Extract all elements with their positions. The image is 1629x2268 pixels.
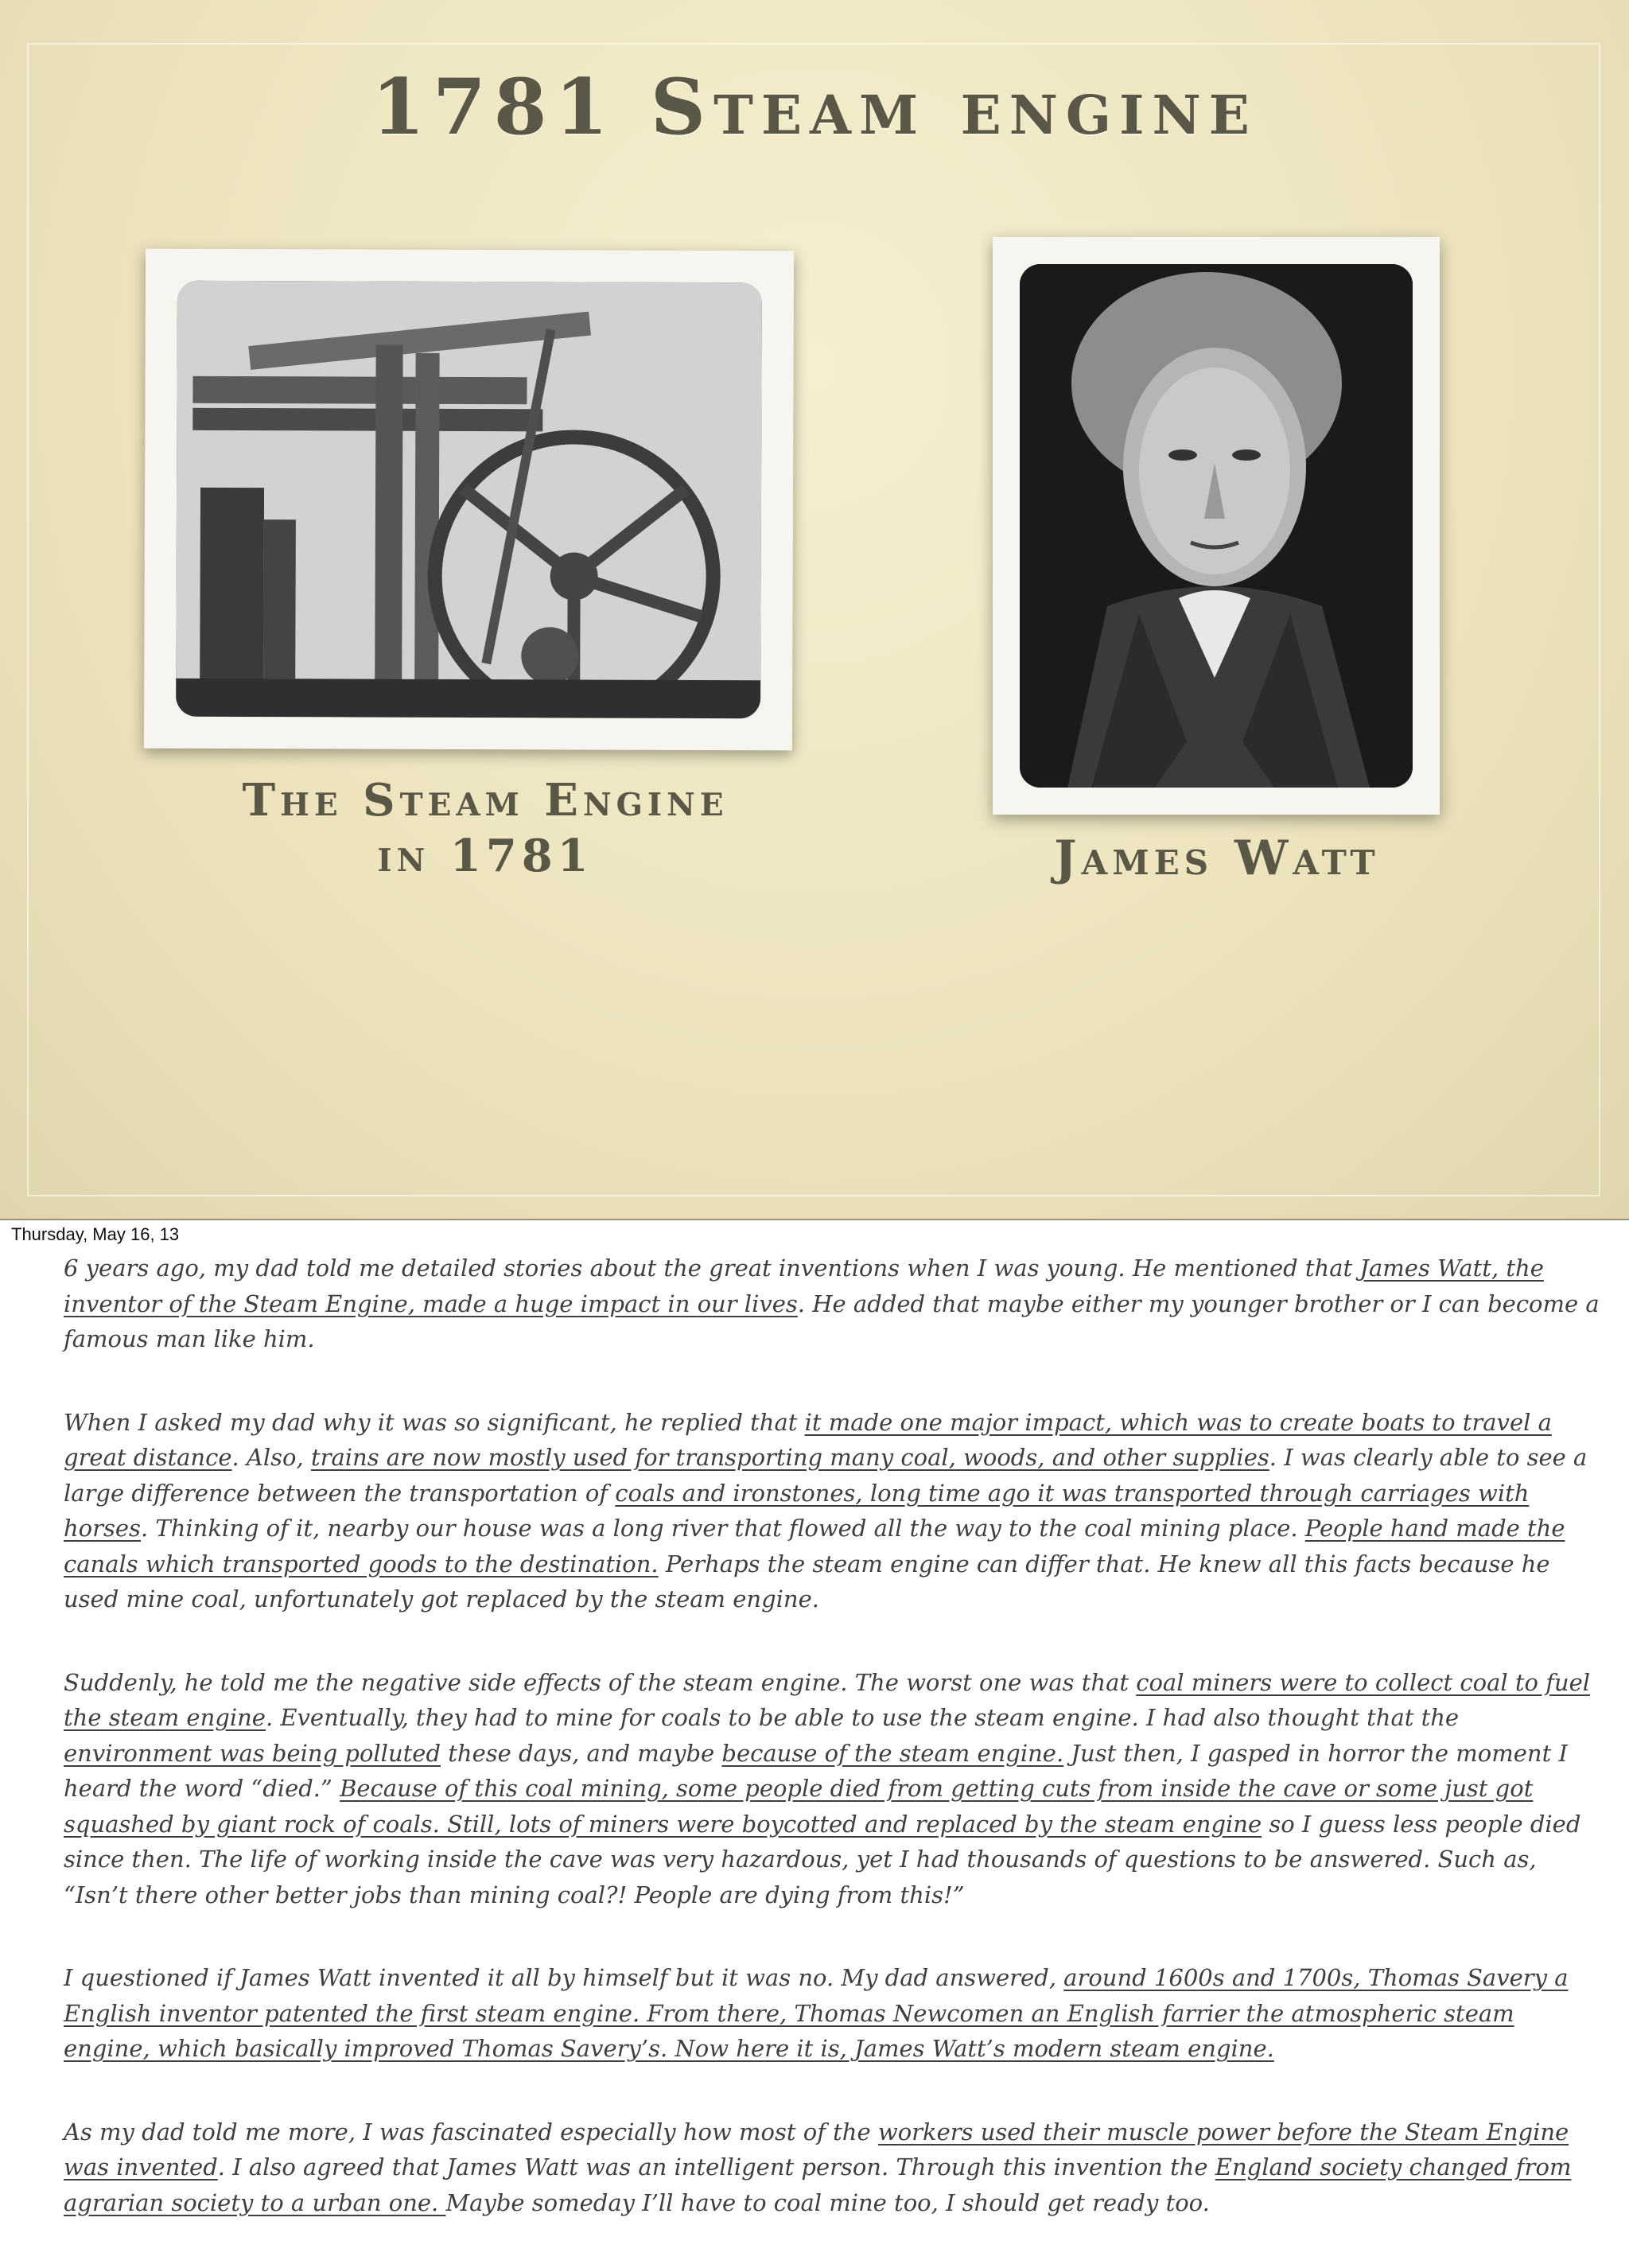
notes-paragraph-3 [64,1665,1607,1913]
text-run: Maybe someday I’ll have to coal mine too, I should get ready too. [445,2188,1210,2216]
james-watt-image [1020,264,1413,788]
text-run: . He added that maybe either my younger brother or I can become a famous man like him. [64,1290,1600,1352]
text-run: Perhaps the steam engine can differ that. He knew all this facts because he used mine coal, unfortunately got replaced by the steam engine. [64,1550,1550,1612]
notes-paragraph-2 [64,1405,1607,1617]
underlined-text: People hand made the canals which transported goods to the destination. [64,1515,1565,1577]
underlined-text: around 1600s and 1700s, Thomas Savery a English inventor patented the first steam engine. From there, Thomas Newcomen an English farrier the atmospheric steam engine, which basically improved Thomas Savery’s. Now here it is, James Watt’s modern steam engine. [64,1964,1569,2062]
date-stamp: Thursday, May 16, 13 [11,1224,180,1244]
text-run: . Thinking of it, nearby our house was a long river that flowed all the way to the coal mining place. [140,1515,1305,1542]
underlined-text: coals and ironstones, long time ago it was transported through carriages with horses [64,1479,1530,1542]
text-run: . Eventually, they had to mine for coals to be able to use the steam engine. I had also thought that the [265,1704,1460,1731]
steam-engine-photo [144,249,794,751]
speaker-notes [64,1251,1607,2268]
text-run: . Also, [231,1444,311,1471]
text-run: these days, and maybe [441,1739,722,1767]
text-run: . I was clearly able to see a large difference between the transportation of [64,1444,1588,1507]
engine-caption-line1: The Steam Engine [242,774,729,827]
text-run: When I asked my dad why it was so significant, he replied that [64,1408,805,1436]
underlined-text: it made one major impact, which was to create boats to travel a great distance [64,1408,1552,1471]
underlined-text: because of the steam engine. [721,1739,1064,1767]
underlined-text: trains are now mostly used for transporting many coal, woods, and other supplies [310,1444,1269,1471]
text-run: Suddenly, he told me the negative side effects of the steam engine. The worst one was that [64,1668,1137,1696]
notes-paragraph-1 [64,1251,1607,1357]
engine-caption [159,774,811,882]
underlined-text: environment was being polluted [64,1739,441,1767]
text-run: As my dad told me more, I was fascinated especially how most of the [64,2118,878,2145]
slide-title: 1781 Steam engine [371,62,1258,152]
james-watt-portrait [993,237,1440,815]
underlined-text: Because of this coal mining, some people died from getting cuts from inside the cave or some just got squashed by giant rock of coals. Still, lots of miners were boycotted and replaced by the steam engine [64,1775,1534,1838]
text-run: Just then, I gasped in horror the moment I heard the word “died.” [64,1739,1568,1802]
steam-engine-image [176,281,762,719]
text-run: I questioned if James Watt invented it all by himself but it was no. My dad answered, [64,1964,1064,1991]
engine-caption-line2: in 1781 [377,830,593,882]
portrait-caption: James Watt [1054,831,1380,886]
text-run: so I guess less people died since then. The life of working inside the cave was very hazardous, yet I had thousands of questions to be answered. Such as, “Isn’t there other better jobs than mining coal?! People are dying from this!” [64,1810,1581,1908]
text-run: 6 years ago, my dad told me detailed stories about the great inventions when I was young. He mentioned that [64,1255,1360,1282]
text-run: . I also agreed that James Watt was an intelligent person. Through this invention the [217,2153,1215,2180]
notes-paragraph-5 [64,2114,1607,2221]
notes-paragraph-4 [64,1960,1607,2067]
underlined-text: England society changed from agrarian society to a urban one. [64,2153,1572,2216]
underlined-text: James Watt, the inventor of the Steam Engine, made a huge impact in our lives [64,1255,1544,1317]
underlined-text: coal miners were to collect coal to fuel the steam engine [64,1668,1591,1731]
underlined-text: workers used their muscle power before the Steam Engine was invented [64,2118,1569,2180]
